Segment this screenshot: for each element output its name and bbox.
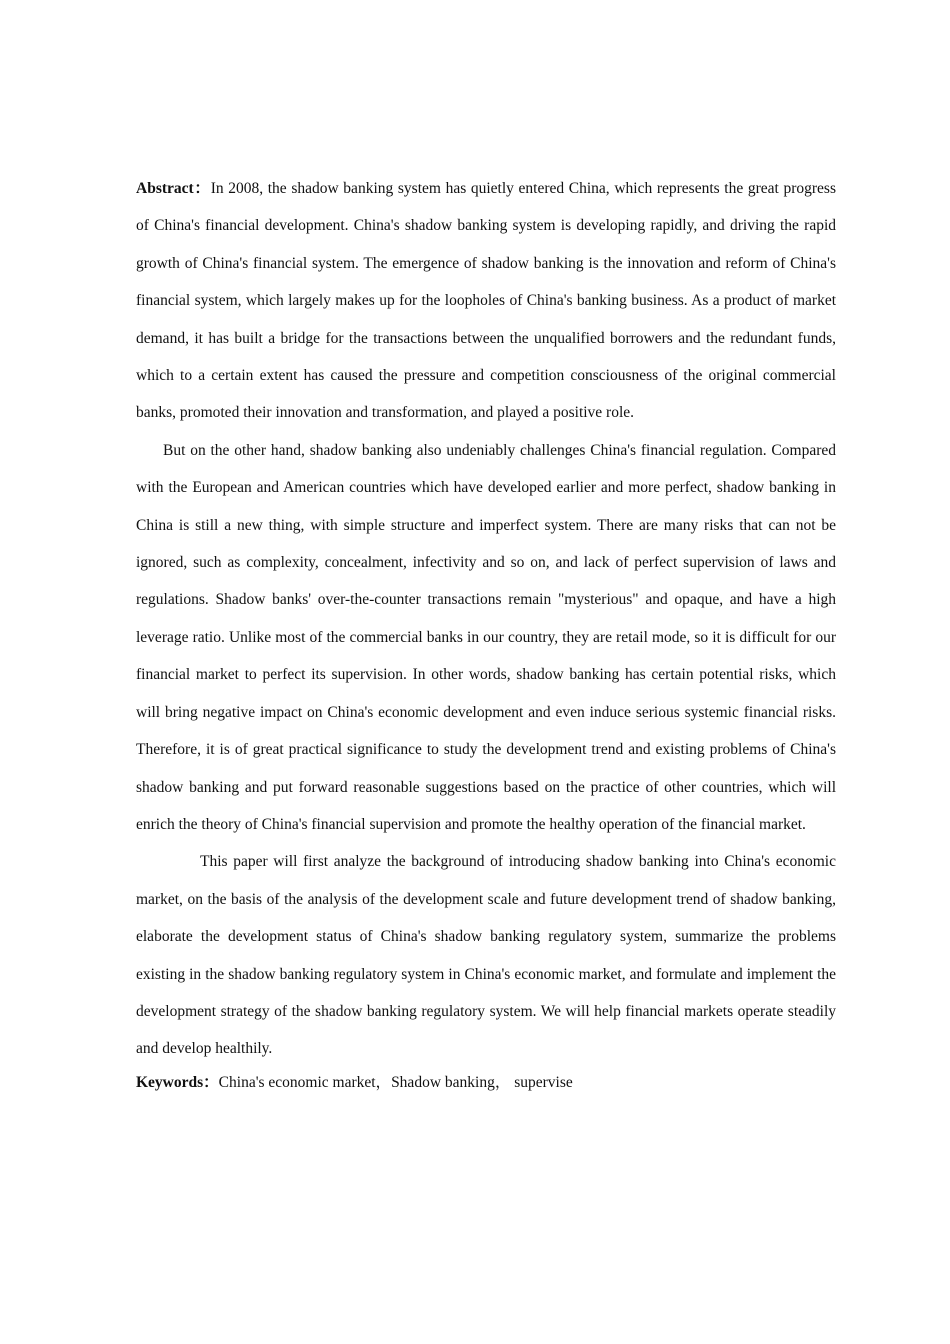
abstract-label: Abstract：	[136, 180, 211, 197]
abstract-page	[136, 170, 836, 1101]
keywords-label: Keywords：	[136, 1073, 219, 1091]
keyword-item: Shadow banking，	[391, 1073, 511, 1091]
abstract-text-2: But on the other hand, shadow banking also undeniably challenges China's financial regulation. Compared with the European and American countries which have developed earlier and more perfect, shadow banking in China is still a new thing, with simple structure and imperfect system. There are many risks that can not be ignored, such as complexity, concealment, infectivity and so on, and lack of perfect supervision of laws and regulations. Shadow banks' over-the-counter transactions remain "mysterious" and opaque, and have a high leverage ratio. Unlike most of the commercial banks in our country, they are retail mode, so it is difficult for our financial market to perfect its supervision. In other words, shadow banking has certain potential risks, which will bring negative impact on China's economic development and even induce serious systemic financial risks. Therefore, it is of great practical significance to study the development trend and existing problems of China's shadow banking and put forward reasonable suggestions based on the practice of other countries, which will enrich the theory of China's financial supervision and promote the healthy operation of the financial market.	[136, 441, 836, 833]
abstract-paragraph-2	[136, 432, 836, 843]
abstract-paragraph-1	[136, 170, 836, 432]
abstract-text-1: In 2008, the shadow banking system has quietly entered China, which represents the great progress of China's financial development. China's shadow banking system is developing rapidly, and driving the rapid growth of China's financial system. The emergence of shadow banking is the innovation and reform of China's financial system, which largely makes up for the loopholes of China's banking business. As a product of market demand, it has built a bridge for the transactions between the unqualified borrowers and the redundant funds, which to a certain extent has caused the pressure and competition consciousness of the original commercial banks, promoted their innovation and transformation, and played a positive role.	[136, 180, 836, 422]
keyword-item: China's economic market，	[218, 1073, 392, 1091]
abstract-text-3: This paper will first analyze the background of introducing shadow banking into China's economic market, on the basis of the analysis of the development scale and future development trend of shadow banking, elaborate the development status of China's shadow banking regulatory system, summarize the problems existing in the shadow banking regulatory system in China's economic market, and formulate and implement the development strategy of the shadow banking regulatory system. We will help financial markets operate steadily and develop healthily.	[136, 853, 836, 1058]
abstract-paragraph-3	[136, 843, 836, 1067]
keywords-line	[136, 1064, 836, 1101]
keyword-item: supervise	[510, 1073, 573, 1091]
